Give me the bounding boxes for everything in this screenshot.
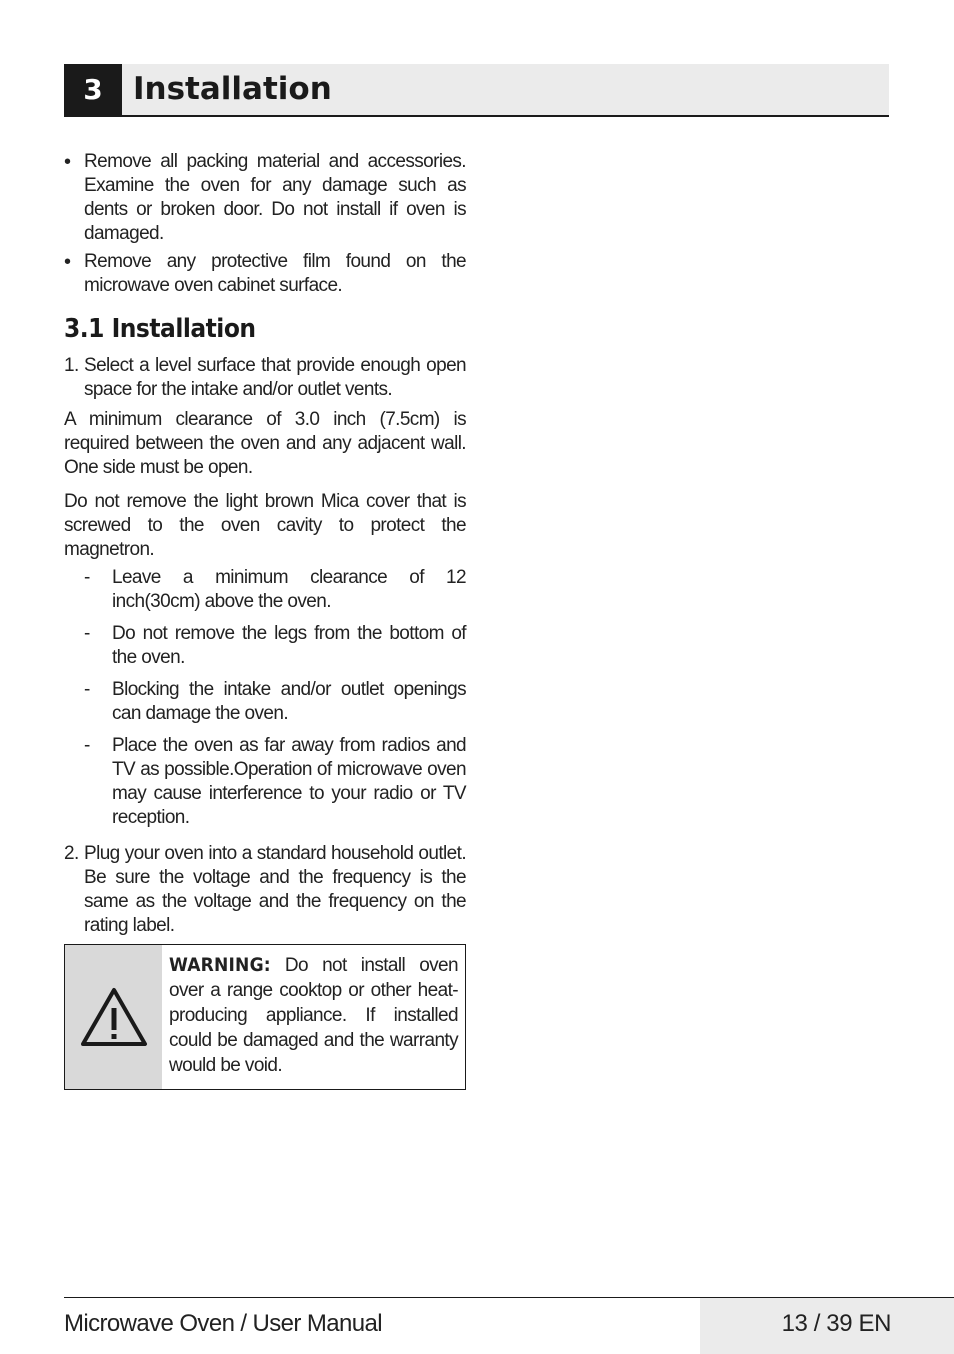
section-title: Installation: [133, 71, 332, 107]
step-1: [64, 354, 466, 402]
list-item: [64, 150, 466, 246]
intro-bullet-list: [64, 150, 466, 298]
dash-list: [84, 566, 466, 830]
dash-text: Place the oven as far away from radios and TV as possible.Operation of microwave oven may cause interference to your radio or TV reception.: [112, 735, 466, 828]
dash-text: Do not remove the legs from the bottom of the oven.: [112, 623, 466, 668]
mica-cover-paragraph: Do not remove the light brown Mica cover that is screwed to the oven cavity to protect the magnetron.: [64, 491, 466, 560]
bullet-glyph: •: [64, 251, 71, 273]
step-text: Plug your oven into a standard household outlet. Be sure the voltage and the frequency is the same as the voltage and the frequency on the rating label.: [84, 843, 466, 936]
warning-box: [64, 944, 466, 1090]
clearance-paragraph: A minimum clearance of 3.0 inch (7.5cm) is required between the oven and any adjacent wall. One side must be open.: [64, 409, 466, 478]
warning-triangle-icon: [79, 986, 149, 1048]
list-item: [84, 566, 466, 614]
step-text: Select a level surface that provide enough open space for the intake and/or outlet vents.: [84, 355, 466, 400]
dash-glyph: -: [84, 679, 90, 700]
dash-text: Leave a minimum clearance of 12 inch(30cm) above the oven.: [112, 567, 466, 612]
warning-icon-cell: [65, 945, 162, 1089]
warning-label: WARNING:: [169, 954, 271, 976]
warning-text: Do not install oven over a range cooktop or other heat-producing appliance. If installed could be damaged and the warranty would be void.: [169, 955, 458, 1076]
warning-text-cell: [162, 945, 465, 1089]
footer-page-number: 13 / 39 EN: [781, 1310, 891, 1337]
bullet-glyph: •: [64, 151, 71, 173]
list-item: [84, 622, 466, 670]
content-column: [64, 150, 466, 1090]
subsection-title: 3.1 Installation: [64, 314, 256, 344]
list-item: [64, 250, 466, 298]
step-number: 1.: [64, 355, 79, 376]
dash-text: Blocking the intake and/or outlet openings can damage the oven.: [112, 679, 466, 724]
section-header: [64, 64, 889, 117]
step-2: [64, 842, 466, 938]
footer-manual-title: Microwave Oven / User Manual: [64, 1310, 382, 1337]
section-number: 3: [64, 64, 122, 115]
dash-glyph: -: [84, 623, 90, 644]
step-number: 2.: [64, 843, 79, 864]
bullet-text: Remove all packing material and accessories. Examine the oven for any damage such as dents or broken door. Do not install if oven is damaged.: [84, 151, 466, 244]
dash-glyph: -: [84, 567, 90, 588]
list-item: [84, 678, 466, 726]
bullet-text: Remove any protective film found on the microwave oven cabinet surface.: [84, 251, 466, 296]
dash-glyph: -: [84, 735, 90, 756]
list-item: [84, 734, 466, 830]
